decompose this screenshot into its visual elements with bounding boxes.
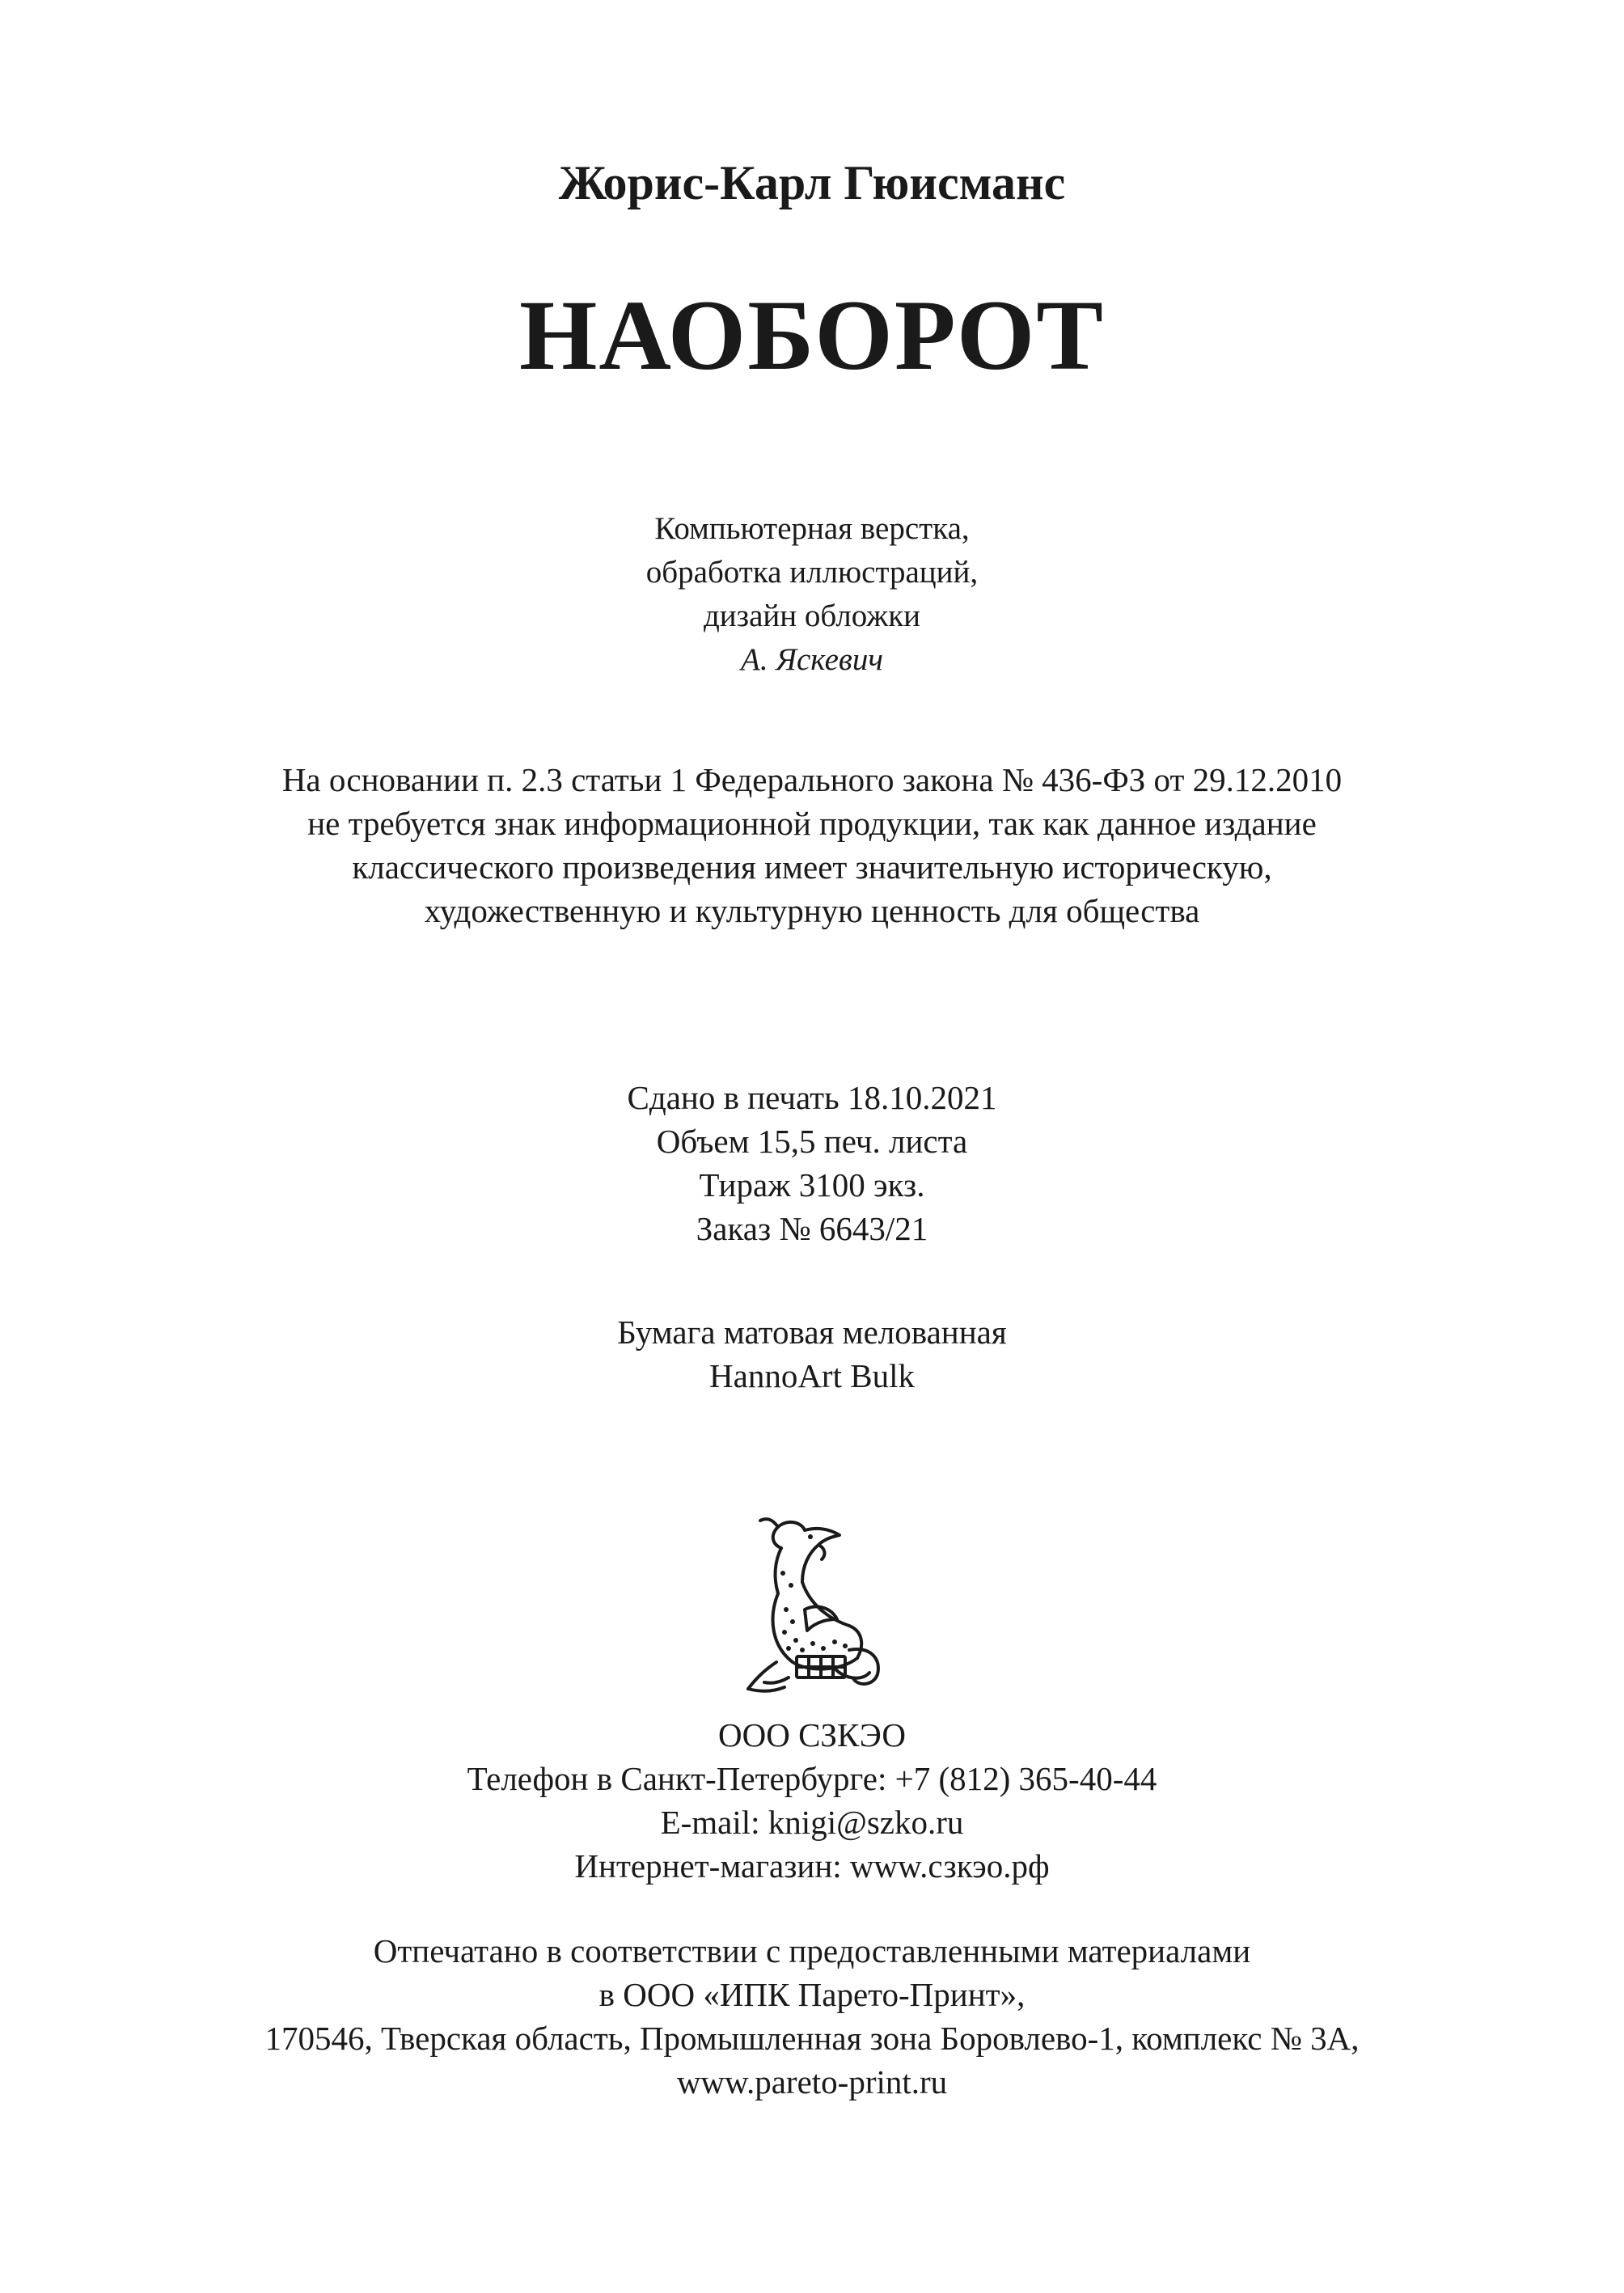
printer-line: в ООО «ИПК Парето-Принт»,: [598, 1976, 1026, 2013]
publisher-block: [0, 1713, 1624, 1888]
legal-line: На основании п. 2.3 статьи 1 Федерального закона № 436-ФЗ от 29.12.2010: [281, 761, 1343, 798]
paper-line: Бумага матовая мелованная: [617, 1314, 1007, 1351]
legal-line: художественную и культурную ценность для общества: [424, 892, 1200, 929]
publisher-email: E-mail: knigi@szko.ru: [660, 1804, 964, 1841]
author-name: [0, 154, 1624, 212]
publisher-phone: Телефон в Санкт-Петербурге: +7 (812) 365-40-44: [467, 1760, 1157, 1797]
print-info-line: Тираж 3100 экз.: [699, 1166, 925, 1204]
printer-line: 170546, Тверская область, Промышленная зона Боровлево-1, комплекс № 3А,: [264, 2020, 1360, 2057]
griffin-logo-icon: [728, 1512, 906, 1703]
credits-line: дизайн обложки: [703, 599, 921, 633]
printer-website: www.pareto-print.ru: [676, 2063, 948, 2101]
book-title: [0, 279, 1624, 392]
credits-block: [0, 507, 1624, 682]
legal-line: классического произведения имеет значительную историческую,: [352, 848, 1272, 886]
publisher-store: Интернет-магазин: www.сзкэо.рф: [574, 1847, 1050, 1885]
legal-notice: [0, 758, 1624, 933]
print-info-line: Объем 15,5 печ. листа: [656, 1123, 968, 1160]
paper-info-block: [0, 1310, 1624, 1398]
printer-line: Отпечатано в соответствии с предоставленными материалами: [373, 1932, 1251, 1969]
credits-designer-name: А. Яскевич: [741, 642, 883, 677]
printer-block: [0, 1929, 1624, 2104]
credits-line: Компьютерная верстка,: [654, 511, 970, 546]
paper-line: HannoArt Bulk: [709, 1357, 915, 1394]
legal-line: не требуется знак информационной продукции, так как данное издание: [307, 805, 1317, 842]
print-info-line: Сдано в печать 18.10.2021: [627, 1079, 997, 1116]
author-line: Жорис-Карл Гюисманс: [558, 156, 1066, 209]
print-info-block: [0, 1076, 1624, 1250]
publisher-line: ООО СЗКЭО: [718, 1716, 906, 1754]
print-info-line: Заказ № 6643/21: [696, 1210, 928, 1247]
credits-line: обработка иллюстраций,: [645, 555, 979, 590]
title-line: НАОБОРОТ: [518, 280, 1106, 391]
